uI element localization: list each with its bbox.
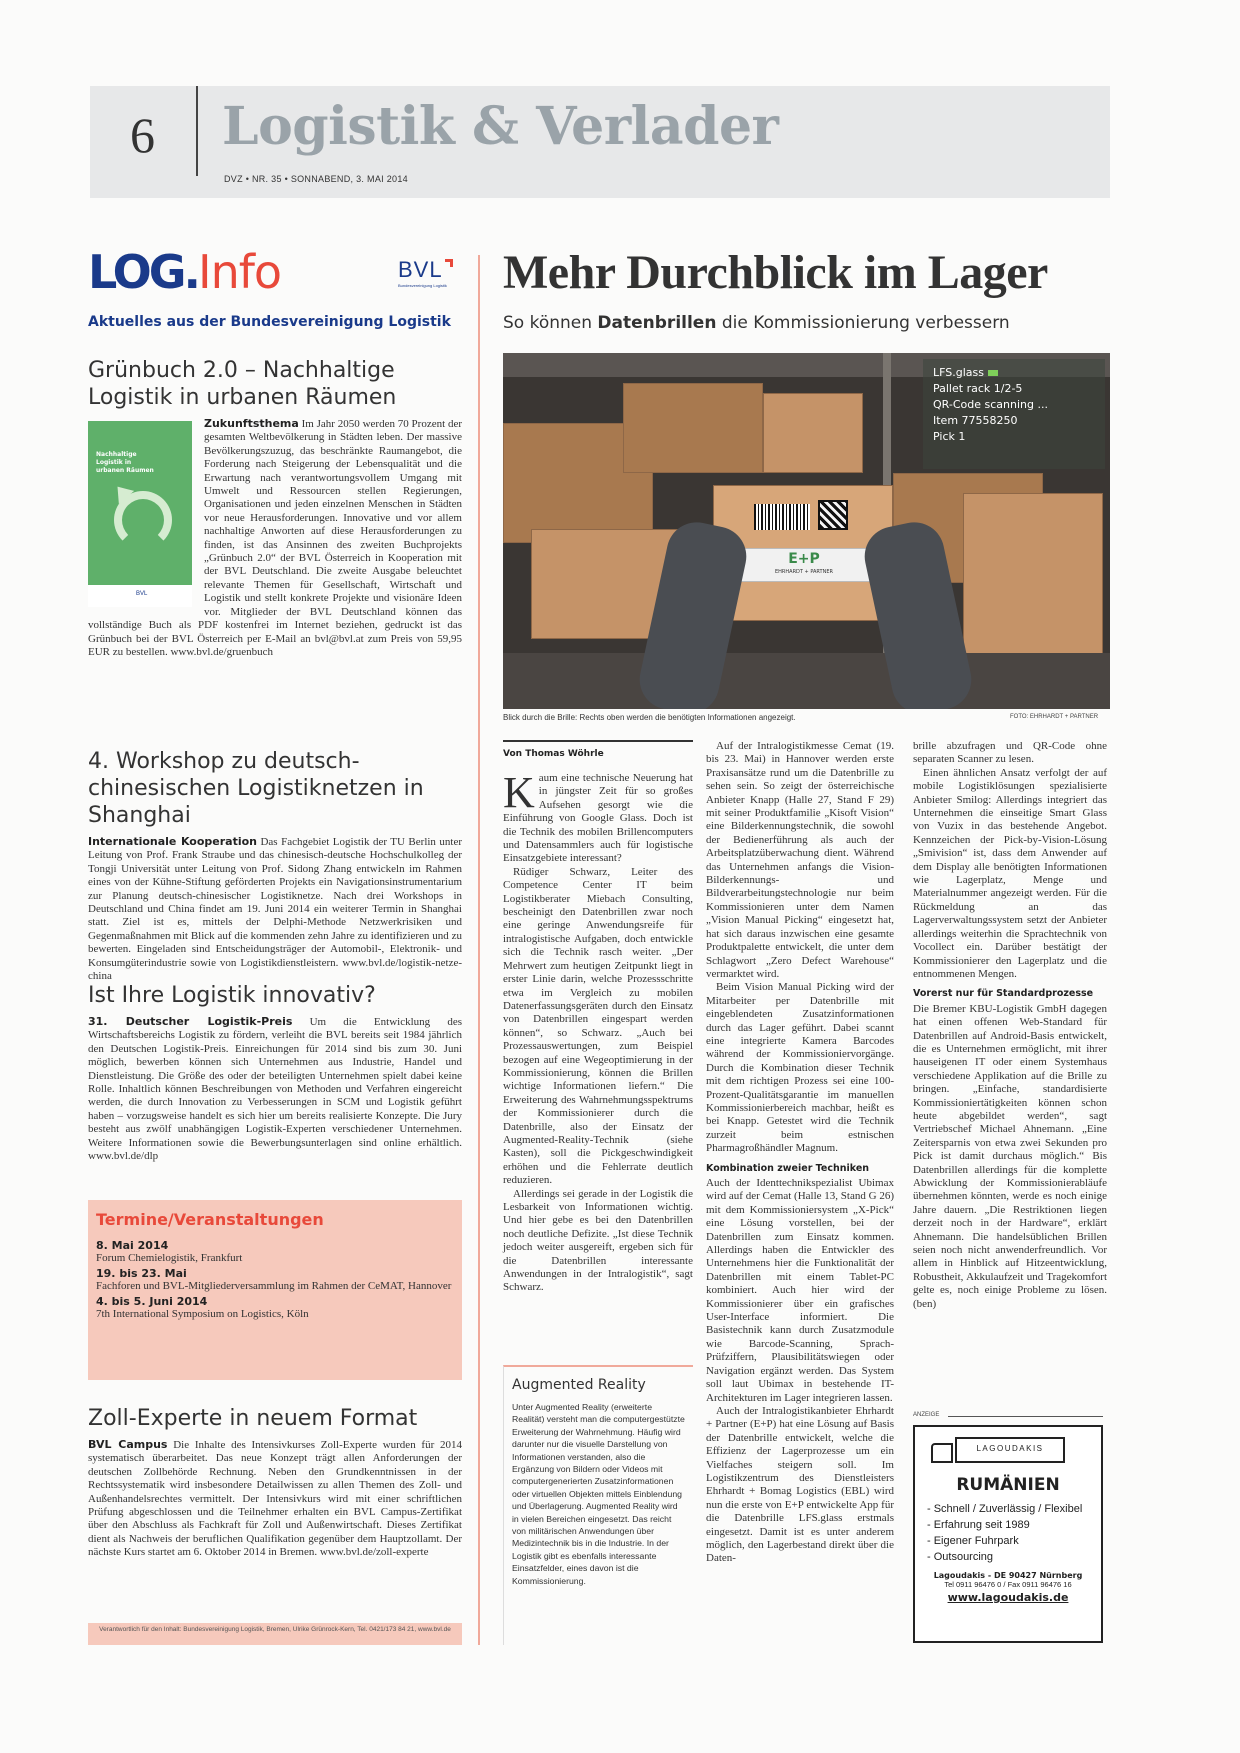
paragraph: Auf der Intralogistikmesse Cemat (19. bis 23. Mai) in Hannover werden erste Praxisansätze rund um die Datenbrille zu sehen sein. So zeigt der österreichische Anbieter Knapp (Halle 27, Stand F 29) mit seiner Produktfamilie „Kisoft Vision“ eine Bilderkennungstechnik, die sowohl der Bedienerführung als auch der Arbeitsplatzüberwachung dient. Während das Unternehmen anfangs die Vision-Bilderkennungs- und Bildverarbeitungstechnologie nur beim Kommissionieren unter dem Namen „Vision Manual Picking“ eingesetzt hat, hat sich daraus inzwischen eine gesamte Produktpalette entwickelt, die unter dem Schlagwort „Zero Defect Warehouse“ vermarktet wird. — [706, 740, 894, 980]
article-title: 4. Workshop zu deutsch-chinesischen Logistiknetzen in Shanghai — [88, 749, 424, 828]
glass-overlay — [923, 359, 1105, 469]
page-number: 6 — [130, 107, 155, 163]
bvl-wordmark: BVL — [398, 257, 443, 282]
carton — [623, 383, 763, 473]
ad-feature: - Eigener Fuhrpark — [927, 1535, 1019, 1547]
warehouse-photo — [503, 353, 1110, 709]
paragraph: aum eine technische Neuerung hat in jüngster Zeit für so großes Aufsehen gesorgt wie die Einführung von Google Glass. Doch ist die Technik des mobilen Brillencomputers und Datensammlers auch für logistische Einsatzgebiete interessant? — [503, 772, 693, 865]
book-title: Nachhaltige Logistik in urbanen Räumen — [96, 451, 154, 474]
paragraph: Auch der Identtechnikspezialist Ubimax wird auf der Cemat (Halle 13, Stand G 26) mit dem Kommissioniersystem „X-Pick“ eine Lösung vorstellen, bei der Datenbrillen zum Einsatz kommen. Allerdings haben die Entwickler des Unternehmens hier die Funktionalität der Datenbrillen mit einem Tablet-PC kombiniert. Auch hier wird der Kommissionierer über ein grafisches User-Interface informiert. Die Basistechnik kann durch Zusatzmodule wie Barcode-Scanning, Sprach-Prüfziffern, Plausibilitätswiegen oder Navigation ergänzt werden. Das System soll laut Ubimax in bestehende IT-Architekturen im Lager integrieren lassen. — [706, 1177, 894, 1404]
overlay-line: Item 77558250 — [933, 414, 1018, 427]
ar-box-text: Unter Augmented Reality (erweiterte Realität) versteht man die computergestützte Erweiterung der Wahrnehmung. Häufig wird darunter nur die visuelle Darstellung von Informationen verstanden, also die Ergänzung von Bildern oder Videos mit computergenerierten Zusatzinformationen oder virtuellen Objekten mittels Einblendung und Überlagerung. Augmented Reality wird in vielen Bereichen eingesetzt. Das reicht von militärischen Anwendungen über Medizintechnik bis in die Industrie. In der Logistik gibt es ebenfalls interessante Einsatzfelder, eines davon ist die Kommissionierung. — [512, 1402, 685, 1586]
floor — [503, 653, 1110, 709]
author-byline: Von Thomas Wöhrle — [503, 749, 604, 759]
article-text: Die Inhalte des Intensivkurses Zoll-Experte wurden für 2014 systematisch überarbeitet. Das neue Konzept trägt allen Anforderungen der deutschen Zollbehörde Rechnung. Neben den Grundkenntnissen in der Rechtssystematik wird insbesondere Detailwissen zu allen Themen des Zoll- und Außenhandelsrechtes vermittelt. Der Intensivkurs wird mit einer schriftlichen Prüfung abgeschlossen und die Teilnehmer erhalten ein BVL Campus-Zertifikat über den Abschluss als Fachkraft für Zoll und Außenwirtschaft. Dieses Zertifikat dient als Nachweis der beruflichen Qualifikation gegenüber dem Hauptzollamt. Der nächste Kurs startet am 6. Oktober 2014 in Bremen. www.bvl.de/zoll-experte — [88, 1439, 462, 1559]
loginfo-logo — [88, 245, 281, 305]
imprint-box: Verantwortlich für den Inhalt: Bundesvereinigung Logistik, Bremen, Ulrike Grünrock-Kern, Tel. 0421/173 84 21, www.bvl.de — [88, 1623, 462, 1645]
photo-credit: FOTO: EHRHARDT + PARTNER — [1010, 714, 1099, 720]
subhead-post: die Kommissionierung verbessern — [716, 313, 1010, 333]
page-header — [90, 86, 1110, 198]
ad-label: ANZEIGE — [913, 1412, 940, 1418]
log-wordmark: LOG. — [88, 245, 199, 299]
carton — [963, 493, 1103, 663]
termine-box — [88, 1200, 462, 1380]
ad-address: Lagoudakis - DE 90427 Nürnberg — [933, 1571, 1083, 1580]
ad-label-rule — [948, 1416, 1103, 1417]
bvl-subtitle: Bundesvereinigung Logistik — [398, 283, 447, 288]
event-date: 19. bis 23. Mai — [96, 1267, 187, 1280]
paragraph: Rüdiger Schwarz, Leiter des Competence Center IT beim Logistikberater Miebach Consulting, bescheinigt den Datenbrillen zwar noch eine geringe Anwendungsreife für intralogistische Aufgaben, doch entwickle sich die Technik rasch weiter. „Der Mehrwert zum heutigen Zeitpunkt liegt in erster Linie darin, welche Prozessschritte etwa im Vergleich zu mobilen Datenerfassungsgeräten durch den Einsatz von Datenbrillen eingespart werden können“, so Schwarz. „Auch bei Prozessauswertungen, zum Beispiel bezogen auf eine Wegeoptimierung in der Kommissionierung, können die Brillen wichtige Informationen liefern.“ Die Erweiterung des Wahrnehmungsspektrums der Kommissionierer durch die Datenbrille, also der Einsatz der Augmented-Reality-Technik (siehe Kasten), soll die Pickgeschwindigkeit erhöhen und die Fehlerrate deutlich reduzieren. — [503, 865, 693, 1187]
subhead-pre: So können — [503, 313, 598, 333]
ad-phone: Tel 0911 96476 0 / Fax 0911 96476 16 — [944, 1580, 1072, 1589]
overlay-line: Pallet rack 1/2-5 — [933, 382, 1023, 395]
augmented-reality-box — [503, 1365, 693, 1645]
article-body — [88, 1438, 462, 1560]
section-title: Logistik & Verlader — [222, 96, 779, 157]
book-cover-image — [88, 421, 192, 607]
ep-tape-subtext: EHRHARDT + PARTNER — [775, 569, 833, 575]
bvl-logo — [398, 257, 458, 288]
ad-feature: - Schnell / Zuverlässig / Flexibel — [927, 1503, 1083, 1515]
article-body — [88, 835, 462, 983]
paragraph: brille abzufragen und QR-Code ohne separaten Scanner zu lesen. — [913, 740, 1107, 766]
article-column-3 — [913, 740, 1107, 1311]
article-kicker: 31. Deutscher Logistik-Preis — [88, 1015, 293, 1028]
qr-code-icon — [818, 500, 848, 530]
carton — [763, 393, 863, 473]
article-column-1 — [503, 768, 693, 1295]
event-desc: 7th International Symposium on Logistics, Köln — [96, 1308, 309, 1320]
article-text: Das Fachgebiet Logistik der TU Berlin unter Leitung von Prof. Frank Straube und das chinesisch-deutsche Hochschulkolleg der Tongji Universität unter Leitung von Prof. Sidong Zhang entwickeln im Rahmen eines von der Kühne-Stiftung geförderten Projekts ein Navigationsinstrumentarium zur Planung deutsch-chinesischer Logistiknetze. Nach drei Workshops in Deutschland und China findet am 19. Juni 2014 ein weiterer Termin in Shanghai statt. Ziel ist es, mittels der Delphi-Methode Netzwerkrisiken und Gegenmaßnahmen mit Blick auf die kommenden zehn Jahre zu identifizieren und zu bewerten. Eingeladen sind Entscheidungsträger der Automobil-, Elektronik- und Konsumgüterindustrie sowie von Logistikdienstleistern. www.bvl.de/logistik-netze-china — [88, 836, 463, 983]
subheading: Vorerst nur für Standardprozesse — [913, 988, 1094, 1000]
info-wordmark: Info — [198, 245, 282, 299]
article-body — [88, 1015, 462, 1163]
article-kicker: Internationale Kooperation — [88, 835, 257, 848]
article-text: Um die Entwicklung des Wirtschaftsbereichs Logistik zu fördern, verleiht die BVL bereits seit 1984 jährlich den Deutschen Logistik-Preis. Einreichungen für 2014 sind bis zum 30. Juni möglich, bewerben können sich Unternehmen aus Industrie, Handel und Dienstleistung. Die Größe des oder der beteiligten Unternehmen spielt dabei keine Rolle. Inhaltlich können Beschreibungen von Methoden und Verfahren eingereicht werden, die durch Innovation zu Verbesserungen in SCM und Logistik geführt haben – vorzugsweise handelt es sich hier um bereits realisierte Konzepte. Die Jury besteht aus zwölf unabhängigen Logistik-Experten verschiedener Unternehmen. Weitere Informationen sowie die Bewerbungsunterlagen sind online erhältlich. www.bvl.de/dlp — [88, 1016, 462, 1163]
bvl-corner-icon — [445, 259, 453, 267]
photo-caption: Blick durch die Brille: Rechts oben werden die benötigten Informationen angezeigt. — [503, 713, 796, 722]
paragraph: Einen ähnlichen Ansatz verfolgt der auf mobile Logistiklösungen spezialisierte Anbieter Smilog: Allerdings integriert das Unternehmen die einseitige Smart Glass von Vuzix in das bestehende Angebot. Kennzeichen der Pick-by-Vision-Lösung „Smivision“ ist, dass dem Anwender auf dem Display alle benötigten Informationen wie Lagerplatz, Menge und Materialnummer angezeigt werden. Für die Rückmeldung an das Lagerverwaltungssystem setzt der Anbieter allerdings weiterhin die Sprachtechnik von Vocollect ein. Darüber bestätigt der Kommissionierer den Lagerplatz und die entnommenen Mengen. — [913, 766, 1107, 980]
ad-feature: - Outsourcing — [927, 1551, 994, 1563]
truck-cab-icon — [931, 1443, 953, 1463]
article-kicker: Zukunftsthema — [204, 417, 299, 430]
ar-box-title: Augmented Reality — [512, 1377, 646, 1393]
main-headline: Mehr Durchblick im Lager — [503, 246, 1048, 299]
main-subhead — [503, 313, 1010, 333]
overlay-text: LFS.glass — [933, 366, 984, 379]
issue-line: DVZ • NR. 35 • SONNABEND, 3. MAI 2014 — [224, 174, 408, 184]
paragraph: Auch der Intralogistikanbieter Ehrhardt + Partner (E+P) hat eine Lösung auf Basis der Datenbrille entwickelt, welche die Effizienz der Lagerprozesse um ein Vielfaches steigern soll. Im Logistikzentrum des Dienstleisters Ehrhardt + Bomag Logistics (EBL) wird nun die erste von E+P entwickelte App für die Datenbrille LFS.glass erstmals eingesetzt. Damit ist es unter anderem möglich, den Lagerbestand direkt über die Daten- — [706, 1404, 894, 1565]
article-text: Im Jahr 2050 werden 70 Prozent der gesamten Weltbevölkerung in Städten leben. Der massive Bevölkerungszuzug, das beschränkte Raumangebot, die Forderung nach Steigerung der Lebensqualität und die Erwartung nach verantwortungsvollem Umgang mit Umwelt und Ressourcen stellen Regierungen, Organisationen und jeden einzelnen Menschen in Städten vor neue Herausforderungen. Innovative und vor allem nachhaltige Anworten auf diese Herausforderungen zu finden, ist das Ansinnen des zweiten Buchprojekts „Grünbuch 2.0“ der BVL Österreich in Kooperation mit der BVL Deutschland. Die zweite Ausgabe beleuchtet relevante Themen für Gesellschaft, Wirtschaft und Logistik und stellt konkrete Projekte und visionäre Ideen vor. Mitglieder der BVL Deutschland können das vollständige Buch als PDF kostenfrei im Internet beziehen, gedruckt ist das Grünbuch bei der BVL Österreich per E-Mail an bvl@bvl.at zum Preis von 59,95 EUR zu bestellen. www.bvl.de/gruenbuch — [88, 418, 462, 658]
paragraph: Die Bremer KBU-Logistik GmbH dagegen hat einen offenen Web-Standard für Datenbrillen auf Android-Basis entwickelt, die es Unternehmen ermöglicht, mit ihrer hauseigenen IT oder einem Systemhaus verschiedene Applikation auf die Brille zu bringen. „Einfache, standardisierte Kommissioniertätigkeiten können schon heute abgebildet werden“, sagt Vertriebschef Michael Ahnemann. „Eine Zeitersparnis von etwa zwei Sekunden pro Pick ist damit durchaus möglich.“ Bis Datenbrillen allerdings für die komplette Abwicklung der Kommissionierabläufe übernehmen könnten, werde es noch einige Jahre dauern. „Die Restriktionen liegen derzeit noch in der Hardware“, erklärt Ahnemann. Die handelsüblichen Brillen seien noch nicht anwenderfreundlich. Vor allem in Hinblick auf Hitzeentwicklung, Robustheit, Akkulaufzeit und Tragekomfort gelte es, noch einige Probleme zu lösen. (ben) — [913, 1002, 1107, 1310]
article-logistik-preis — [88, 982, 462, 1163]
article-title: Zoll-Experte in neuem Format — [88, 1406, 418, 1431]
barcode-icon — [754, 504, 810, 530]
book-footer — [88, 585, 192, 607]
overlay-line: Pick 1 — [933, 430, 966, 443]
lagoudakis-ad[interactable] — [913, 1425, 1103, 1643]
ad-feature: - Erfahrung seit 1989 — [927, 1519, 1030, 1531]
event-date: 4. bis 5. Juni 2014 — [96, 1295, 208, 1308]
book-brand: BVL — [136, 591, 148, 597]
drop-cap: K — [503, 768, 535, 817]
truck-trailer: LAGOUDAKIS — [955, 1437, 1065, 1463]
overlay-line: QR-Code scanning ... — [933, 398, 1048, 411]
status-indicator-icon — [988, 370, 998, 376]
paragraph: Beim Vision Manual Picking wird der Mitarbeiter per Datenbrille mit eingeblendeten Zusatzinformationen durch das Lager geführt. Dabei scannt eine integrierte Kamera Barcodes während der Kommissioniervorgänge. Durch die Kombination dieser Technik mit dem richtigen Prozess sei eine 100-Prozent-Qualitätsgarantie im manuellen Kommissionierbereich machbar, heißt es bei Knapp. Getestet wird die Technik zurzeit beim estnischen Pharmagroßhändler Magnum. — [706, 981, 894, 1155]
article-workshop-shanghai — [88, 748, 462, 983]
subhead-bold: Datenbrillen — [597, 313, 717, 333]
article-title: Grünbuch 2.0 – Nachhaltige Logistik in urbanen Räumen — [88, 358, 397, 410]
article-gruenbuch — [88, 357, 462, 659]
subheading: Kombination zweier Techniken — [706, 1162, 870, 1174]
column-divider — [478, 255, 480, 1645]
article-column-2 — [706, 740, 894, 1566]
overlay-line — [933, 365, 1095, 381]
event-date: 8. Mai 2014 — [96, 1239, 169, 1252]
ad-website-link[interactable]: www.lagoudakis.de — [947, 1591, 1069, 1604]
ad-headline: RUMÄNIEN — [956, 1475, 1060, 1495]
article-title: Ist Ihre Logistik innovativ? — [88, 983, 376, 1008]
article-kicker: BVL Campus — [88, 1438, 168, 1451]
header-divider — [196, 86, 198, 176]
loginfo-tagline: Aktuelles aus der Bundesvereinigung Logistik — [88, 314, 451, 330]
event-desc: Fachforen und BVL-Mitgliederversammlung im Rahmen der CeMAT, Hannover — [96, 1280, 452, 1292]
event-desc: Forum Chemielogistik, Frankfurt — [96, 1252, 243, 1264]
author-rule — [503, 740, 693, 742]
paragraph: Allerdings sei gerade in der Logistik die Lesbarkeit von Informationen wichtig. Und hier gebe es bei den Datenbrillen noch deutliche Defizite. „Ist diese Technik jedoch weiter ausgereift, ergeben sich für die Datenbrillen interessante Anwendungen in der Intralogistik“, sagt Schwarz. — [503, 1187, 693, 1294]
truck-icon — [921, 1433, 1095, 1469]
termine-title: Termine/Veranstaltungen — [96, 1210, 324, 1229]
ep-logo-text: E+P — [788, 551, 820, 567]
article-zoll-experte — [88, 1405, 462, 1560]
